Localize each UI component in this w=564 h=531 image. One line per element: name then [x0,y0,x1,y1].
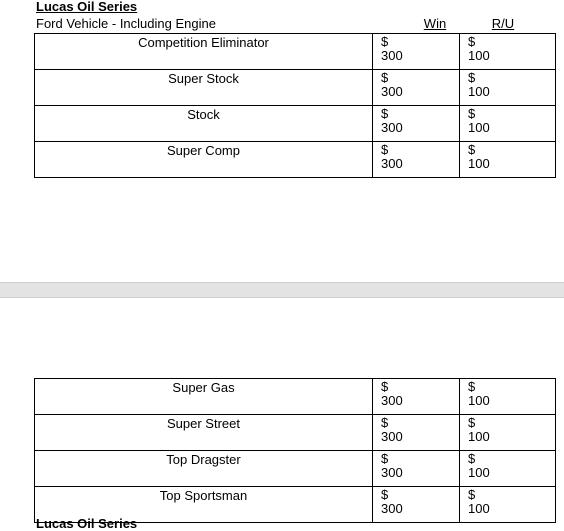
class-name-cell: Super Comp [35,142,373,178]
ru-amount-value: 100 [468,120,490,135]
currency-symbol: $ [381,451,389,466]
class-name-cell: Super Stock [35,70,373,106]
ru-amount-cell [460,379,556,415]
currency-symbol: $ [381,415,389,430]
ru-amount-value: 100 [468,501,490,516]
currency-symbol: $ [381,106,389,121]
awards-table-1 [34,33,556,178]
win-amount-value: 300 [381,84,403,99]
currency-symbol: $ [468,379,476,394]
ru-amount-value: 100 [468,156,490,171]
series-title: Lucas Oil Series [36,0,138,14]
win-amount-cell [373,34,460,70]
ru-amount-value: 100 [468,393,490,408]
win-amount-cell [373,379,460,415]
class-name-cell: Super Street [35,415,373,451]
currency-symbol: $ [381,34,389,49]
award-row [35,106,556,142]
win-amount-cell [373,70,460,106]
ru-amount-cell [460,487,556,523]
win-amount-value: 300 [381,429,403,444]
class-name-cell: Top Dragster [35,451,373,487]
currency-symbol: $ [468,451,476,466]
vehicle-subtitle: Ford Vehicle - Including Engine [36,16,216,31]
award-row [35,451,556,487]
win-amount-cell [373,106,460,142]
currency-symbol: $ [381,70,389,85]
currency-symbol: $ [381,379,389,394]
currency-symbol: $ [468,415,476,430]
currency-symbol: $ [468,106,476,121]
award-row [35,142,556,178]
ru-column-header: R/U [491,16,515,31]
win-amount-cell [373,487,460,523]
win-amount-value: 300 [381,156,403,171]
award-row [35,70,556,106]
ru-amount-cell [460,106,556,142]
ru-amount-cell [460,34,556,70]
award-row [35,34,556,70]
document-page-bottom [0,298,564,531]
class-name-cell: Stock [35,106,373,142]
ru-amount-value: 100 [468,84,490,99]
win-amount-value: 300 [381,465,403,480]
currency-symbol: $ [381,142,389,157]
win-amount-cell [373,451,460,487]
next-series-title: Lucas Oil Series [36,516,138,531]
currency-symbol: $ [468,70,476,85]
win-column-header: Win [423,16,447,31]
currency-symbol: $ [468,142,476,157]
header-row [36,16,548,32]
win-amount-value: 300 [381,393,403,408]
win-amount-cell [373,142,460,178]
win-amount-cell [373,415,460,451]
currency-symbol: $ [468,34,476,49]
win-amount-value: 300 [381,48,403,63]
ru-amount-value: 100 [468,429,490,444]
awards-table-2 [34,378,556,523]
win-amount-value: 300 [381,501,403,516]
ru-amount-cell [460,70,556,106]
win-amount-value: 300 [381,120,403,135]
ru-amount-value: 100 [468,465,490,480]
class-name-cell: Super Gas [35,379,373,415]
page-break [0,282,564,298]
currency-symbol: $ [468,487,476,502]
ru-amount-cell [460,415,556,451]
ru-amount-cell [460,142,556,178]
award-row [35,415,556,451]
class-name-cell: Competition Eliminator [35,34,373,70]
class-name-cell: Top Sportsman [35,487,373,523]
currency-symbol: $ [381,487,389,502]
award-row [35,379,556,415]
ru-amount-cell [460,451,556,487]
ru-amount-value: 100 [468,48,490,63]
